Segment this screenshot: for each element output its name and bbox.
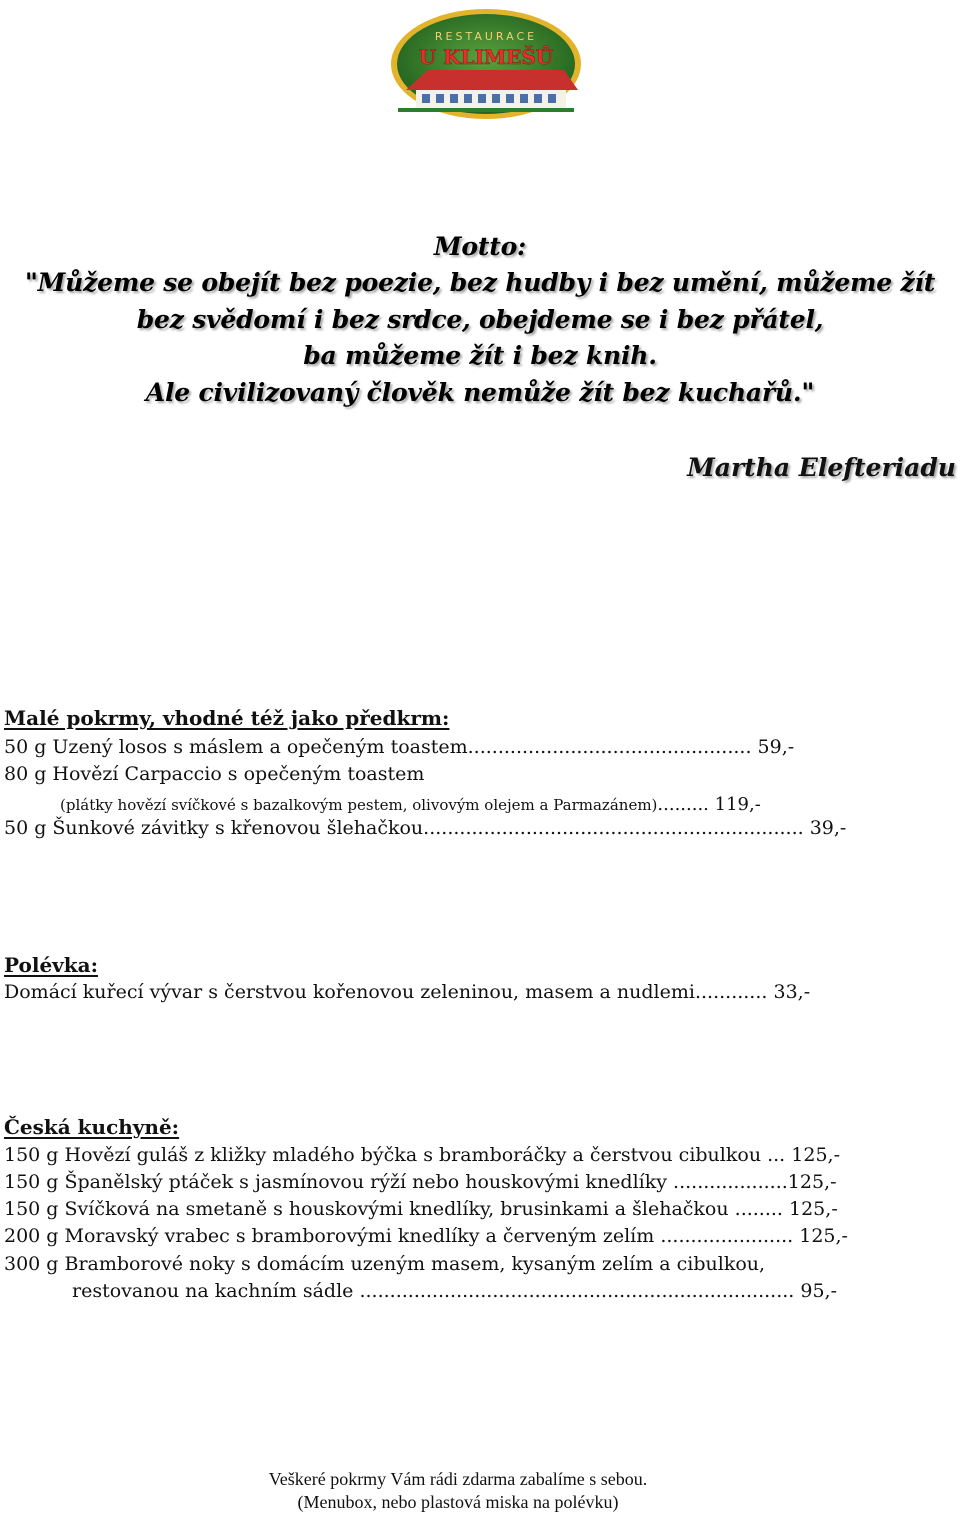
menu-item-text: 200 g Moravský vrabec s bramborovými knedlíky a červeným zelím — [4, 1225, 655, 1247]
menu-item-dots: ............ — [694, 981, 768, 1003]
menu-item-dots: ... — [761, 1144, 786, 1166]
menu-item-description — [60, 794, 761, 815]
menu-item — [4, 1225, 848, 1247]
menu-item — [4, 763, 424, 785]
footer-line-1: Veškeré pokrmy Vám rádi zdarma zabalíme s sebou. — [268, 1469, 648, 1489]
menu-item-text: 50 g Uzený losos s máslem a opečeným toastem — [4, 736, 468, 758]
menu-item-dots: ................... — [667, 1171, 788, 1193]
menu-item-price: 125,- — [785, 1144, 840, 1166]
menu-item-text: 150 g Španělský ptáček s jasmínovou rýží nebo houskovými knedlíky — [4, 1171, 667, 1193]
motto-line-4: Ale civilizovaný člověk nemůže žít bez kuchařů." — [145, 378, 815, 407]
menu-item-text: 80 g Hovězí Carpaccio s opečeným toastem — [4, 763, 425, 785]
section-heading-czech: Česká kuchyně: — [4, 1115, 180, 1139]
menu-item-text: 300 g Bramborové noky s domácím uzeným masem, kysaným zelím a cibulkou, — [4, 1253, 766, 1275]
menu-item-price: 125,- — [793, 1225, 848, 1247]
menu-item-text: 150 g Hovězí guláš z kližky mladého býčka s bramboráčky a čerstvou cibulkou — [4, 1144, 762, 1166]
menu-item — [4, 981, 810, 1003]
menu-item-dots: ...................... — [654, 1225, 794, 1247]
motto-line-3: ba můžeme žít i bez knih. — [303, 341, 657, 370]
menu-item — [4, 1253, 765, 1275]
menu-item-continuation — [72, 1280, 837, 1302]
menu-item-price: 33,- — [767, 981, 811, 1003]
menu-item-price: 59,- — [751, 736, 795, 758]
menu-item-price: 125,- — [787, 1171, 837, 1193]
menu-item-price: 39,- — [803, 817, 847, 839]
menu-item — [4, 736, 794, 758]
menu-item-text: (plátky hovězí svíčkové s bazalkovým pestem, olivovým olejem a Parmazánem) — [60, 796, 658, 814]
menu-item-text: restovanou na kachním sádle — [72, 1280, 354, 1302]
menu-item-dots: ............................................... — [467, 736, 752, 758]
menu-item-price: 95,- — [794, 1280, 837, 1302]
restaurant-logo — [388, 6, 584, 122]
menu-item — [4, 1171, 837, 1193]
menu-item-price: 119,- — [708, 794, 761, 815]
menu-item-price: 125,- — [782, 1198, 838, 1220]
footer-line-2: (Menubox, nebo plastová miska na polévku) — [297, 1492, 619, 1512]
motto-author: Martha Elefteriadu — [687, 453, 956, 482]
menu-item-dots: ........................................................................ — [353, 1280, 795, 1302]
motto-title: Motto: — [433, 232, 527, 261]
logo-top-text: RESTAURACE — [434, 30, 538, 43]
menu-item-text: Domácí kuřecí vývar s čerstvou kořenovou zeleninou, masem a nudlemi — [4, 981, 695, 1003]
logo-name: U KLIMEŠŮ — [418, 45, 554, 69]
menu-item-text: 150 g Svíčková na smetaně s houskovými knedlíky, brusinkami a šlehačkou — [4, 1198, 729, 1220]
motto-line-1: "Můžeme se obejít bez poezie, bez hudby i bez umění, můžeme žít — [24, 268, 936, 297]
menu-item — [4, 1198, 838, 1220]
section-heading-starters: Malé pokrmy, vhodné též jako předkrm: — [4, 706, 450, 730]
motto-line-2: bez svědomí i bez srdce, obejdeme se i bez přátel, — [136, 305, 824, 334]
menu-item-dots: ............................................................... — [423, 817, 804, 839]
section-heading-soup: Polévka: — [4, 953, 98, 977]
menu-item-dots: ........ — [728, 1198, 783, 1220]
menu-item-dots: ......... — [657, 794, 709, 815]
menu-item-text: 50 g Šunkové závitky s křenovou šlehačkou — [4, 817, 424, 839]
menu-item — [4, 1144, 840, 1166]
menu-item — [4, 817, 846, 839]
